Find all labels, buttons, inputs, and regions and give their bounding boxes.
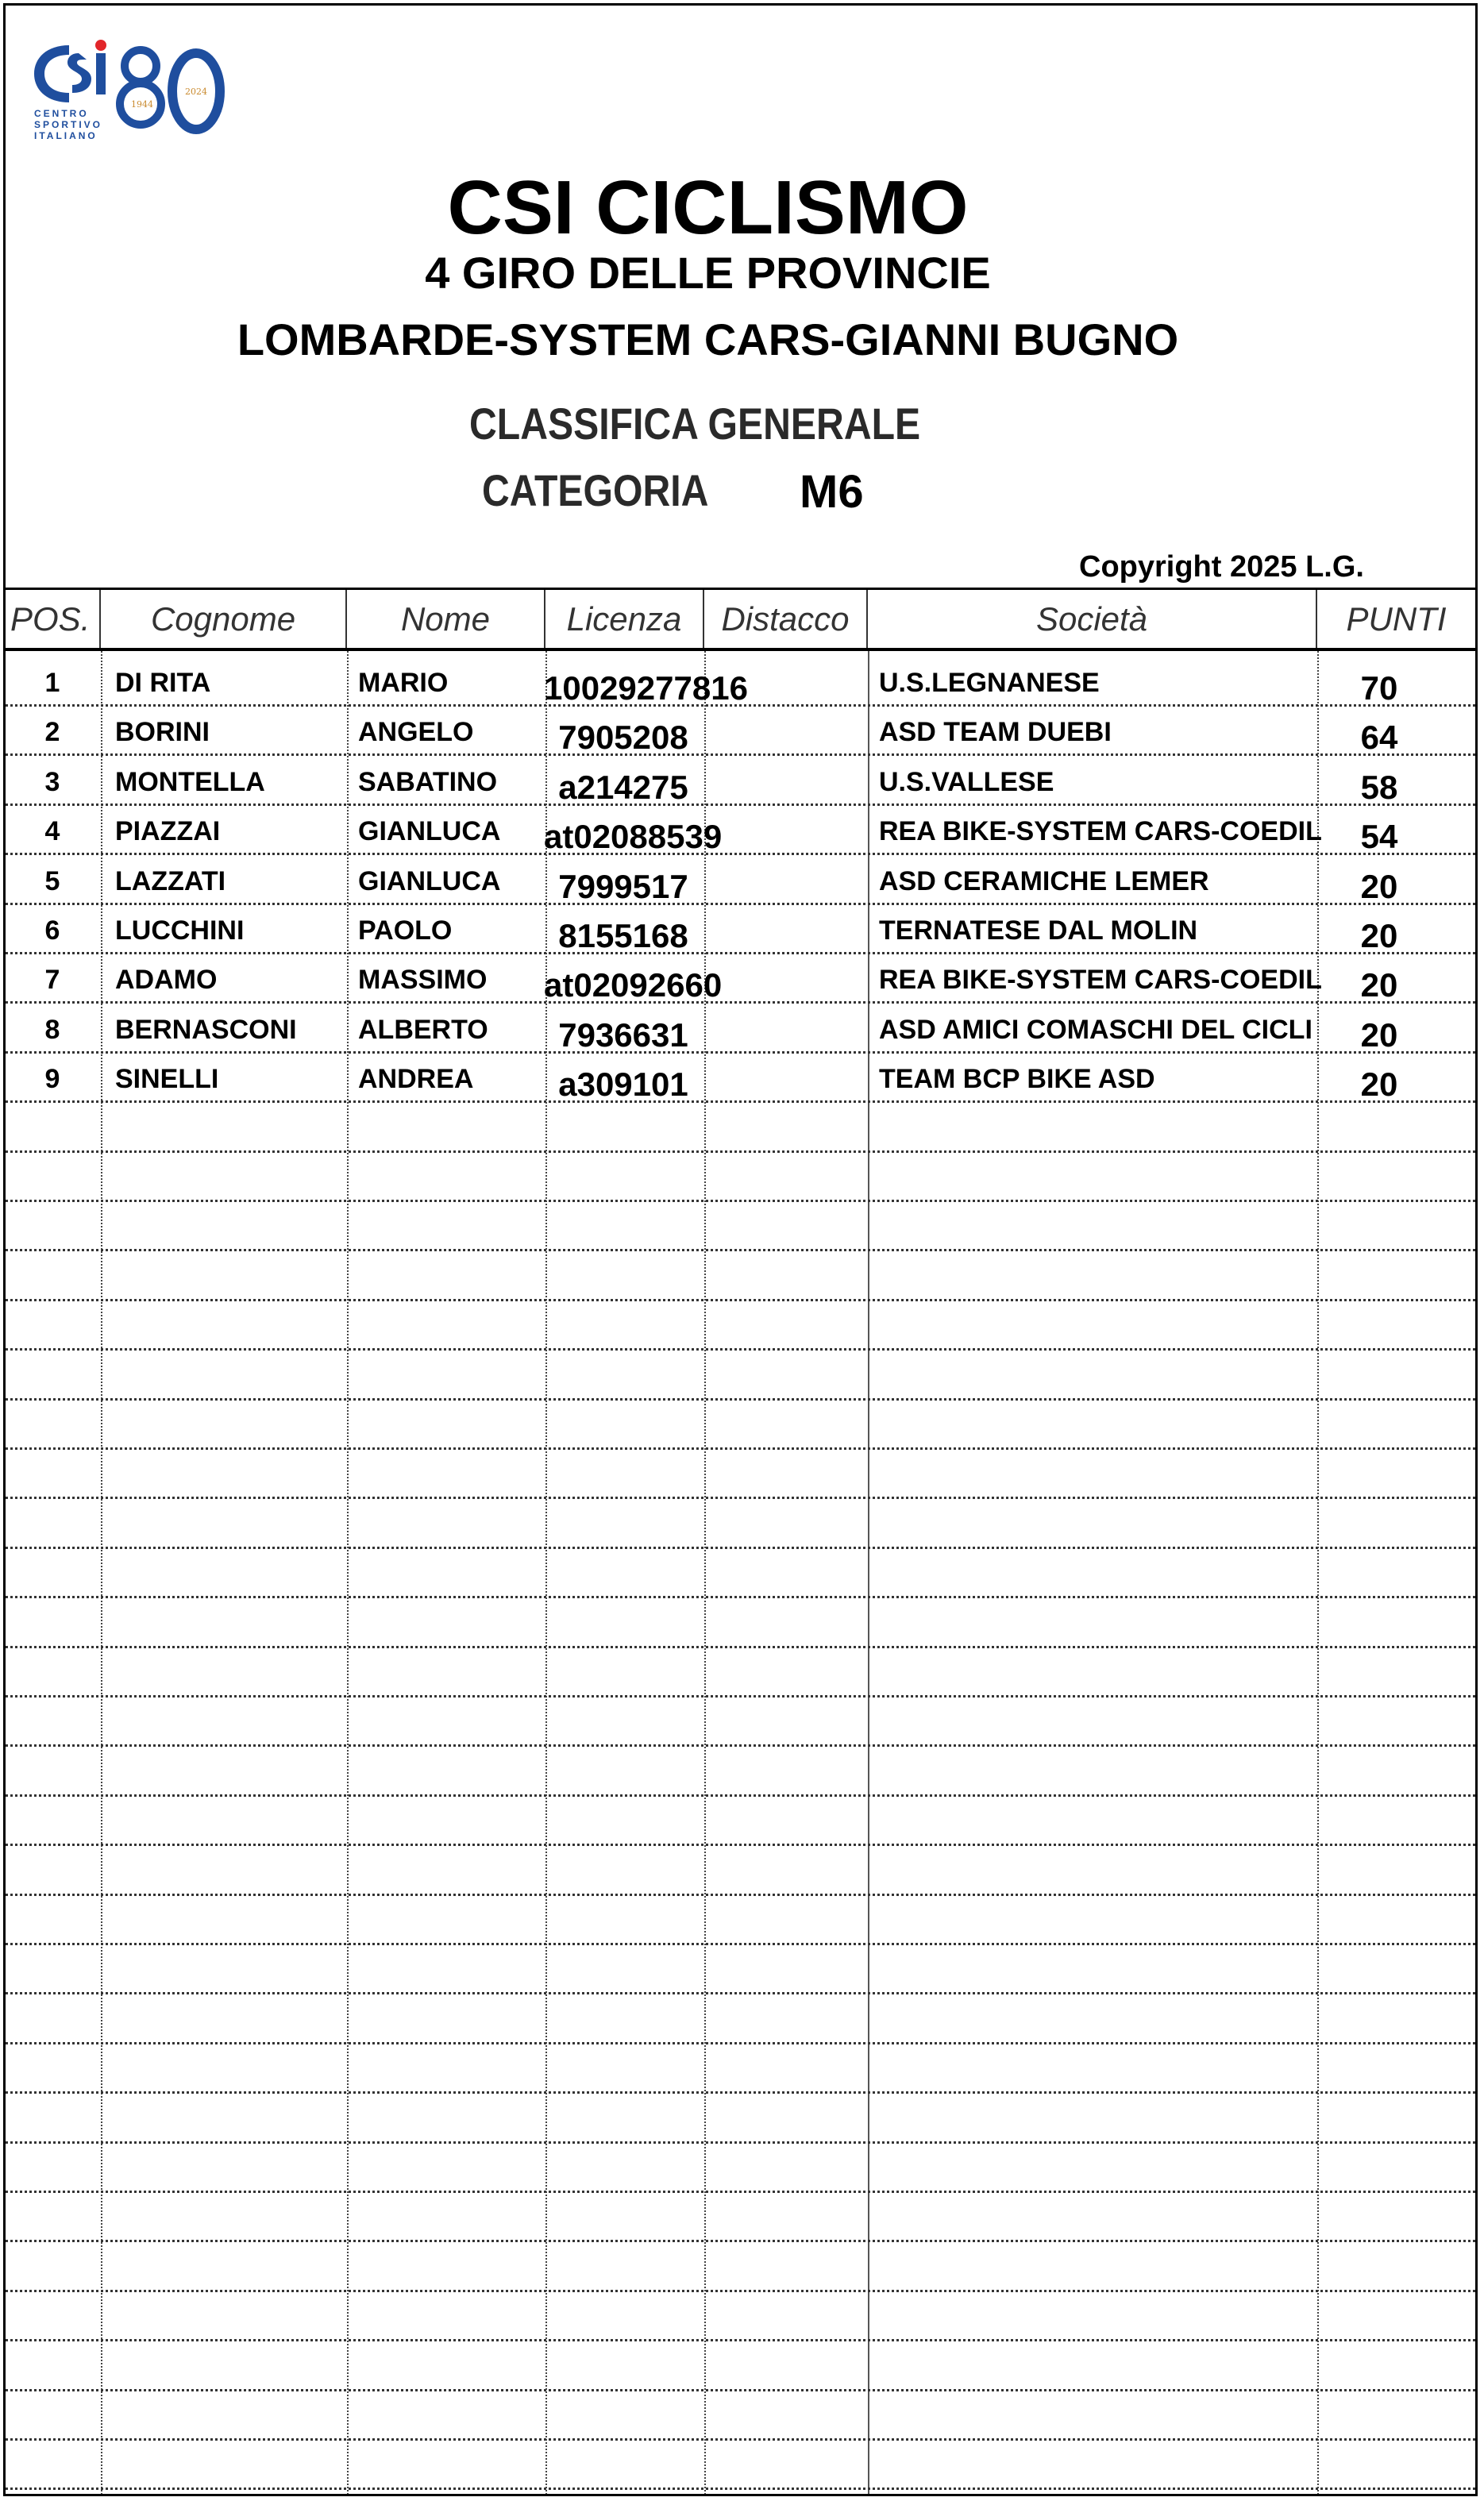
table-row [6,657,1475,707]
table-row [6,1797,1475,1846]
cell-punti: 20 [1360,867,1398,905]
categoria-label: CATEGORIA [482,465,709,515]
cell-societa: TEAM BCP BIKE ASD [879,1064,1155,1095]
table-row [6,905,1475,954]
table-row [6,1648,1475,1698]
cell-nome: ANDREA [358,1064,474,1095]
logo-year-start: 1944 [131,99,153,110]
cell-punti: 20 [1360,1015,1398,1054]
cell-licenza: 8155168 [558,917,688,954]
logo-tagline-3: ITALIANO [34,130,98,141]
cell-cognome: DI RITA [115,668,211,698]
table-row [6,1995,1475,2044]
col-header-nome: Nome [347,590,545,648]
classifica-heading: CLASSIFICA GENERALE [469,399,921,449]
table-row [6,806,1475,855]
table-row [6,1004,1475,1054]
cell-punti: 20 [1360,917,1398,954]
table-row [6,757,1475,806]
cell-societa: U.S.VALLESE [879,766,1054,797]
table-row [6,1301,1475,1351]
cell-cognome: BORINI [115,717,210,748]
logo-tagline-2: SPORTIVO [34,119,103,130]
cell-societa: TERNATESE DAL MOLIN [879,915,1198,946]
copyright-note: Copyright 2025 L.G. [1079,550,1364,584]
table-row [6,2193,1475,2242]
table-row [6,2243,1475,2292]
col-header-distacco: Distacco [704,590,868,648]
cell-nome: GIANLUCA [358,816,501,847]
cell-societa: REA BIKE-SYSTEM CARS-COEDIL [879,965,1322,996]
table-row [6,1202,1475,1251]
table-row [6,2391,1475,2441]
cell-punti: 58 [1360,768,1398,806]
cell-pos: 5 [44,865,60,896]
cell-punti: 20 [1360,1066,1398,1104]
standings-table [6,588,1475,2493]
cell-cognome: SINELLI [115,1064,219,1095]
cell-nome: MARIO [358,668,449,698]
cell-cognome: PIAZZAI [115,816,221,847]
page-title: CSI CICLISMO [447,165,969,250]
cell-societa: REA BIKE-SYSTEM CARS-COEDIL [879,816,1322,847]
cell-pos: 8 [44,1014,60,1045]
cell-nome: GIANLUCA [358,865,501,896]
cell-pos: 6 [44,915,60,946]
cell-cognome: LAZZATI [115,865,226,896]
table-row [6,2342,1475,2391]
cell-punti: 54 [1360,818,1398,856]
cell-punti: 70 [1360,669,1398,707]
cell-pos: 1 [44,668,60,698]
standings-sheet [3,3,1478,2496]
table-row [6,954,1475,1004]
cell-societa: ASD CERAMICHE LEMER [879,865,1209,896]
table-row [6,1748,1475,1797]
cell-pos: 4 [44,816,60,847]
cell-punti: 64 [1360,719,1398,757]
cell-nome: ALBERTO [358,1014,488,1045]
cell-licenza: at02092660 [544,966,723,1004]
table-row [6,707,1475,756]
cell-pos: 7 [44,965,60,996]
cell-cognome: BERNASCONI [115,1014,297,1045]
cell-pos: 3 [44,766,60,797]
table-row [6,1698,1475,1747]
cell-cognome: MONTELLA [115,766,265,797]
cell-nome: PAOLO [358,915,453,946]
categoria-value: M6 [800,466,864,518]
cell-licenza: 7936631 [558,1015,688,1054]
table-row [6,856,1475,905]
cell-licenza: 7905208 [558,719,688,757]
cell-licenza: 10029277816 [544,669,748,707]
table-row [6,1401,1475,1450]
cell-pos: 2 [44,717,60,748]
cell-nome: ANGELO [358,717,474,748]
table-row [6,2441,1475,2490]
table-row [6,1599,1475,1648]
table-row [6,2044,1475,2094]
col-header-cognome: Cognome [101,590,347,648]
table-row [6,1153,1475,1202]
col-header-societa: Società [868,590,1317,648]
table-row [6,2094,1475,2144]
table-row [6,1847,1475,1896]
cell-licenza: a214275 [558,768,688,806]
table-row [6,1450,1475,1499]
cell-licenza: a309101 [558,1066,688,1104]
table-row [6,1054,1475,1103]
cell-licenza: at02088539 [544,818,723,856]
cell-nome: MASSIMO [358,965,488,996]
table-row [6,1351,1475,1401]
table-row [6,2292,1475,2341]
cell-societa: U.S.LEGNANESE [879,668,1100,698]
cell-nome: SABATINO [358,766,498,797]
cell-societa: ASD TEAM DUEBI [879,717,1112,748]
table-row [6,1896,1475,1945]
col-header-pos: POS. [6,590,101,648]
event-subtitle-line1: 4 GIRO DELLE PROVINCIE [425,248,991,298]
table-row [6,1252,1475,1301]
cell-pos: 9 [44,1064,60,1095]
table-row [6,1104,1475,1153]
logo-tagline-1: CENTRO [34,108,89,119]
logo-year-end: 2024 [185,87,207,97]
table-row [6,1500,1475,1549]
table-row [6,1945,1475,1994]
col-header-licenza: Licenza [545,590,704,648]
col-header-punti: PUNTI [1346,599,1447,638]
table-row [6,2144,1475,2193]
csi-80-logo [23,36,229,147]
cell-punti: 20 [1360,966,1398,1004]
cell-cognome: LUCCHINI [115,915,245,946]
cell-societa: ASD AMICI COMASCHI DEL CICLI [879,1014,1312,1045]
table-row [6,1549,1475,1598]
table-header [6,588,1475,651]
cell-licenza: 7999517 [558,867,688,905]
event-subtitle-line2: LOMBARDE-SYSTEM CARS-GIANNI BUGNO [237,314,1179,364]
cell-cognome: ADAMO [115,965,218,996]
csi-logo-icon [34,40,106,102]
